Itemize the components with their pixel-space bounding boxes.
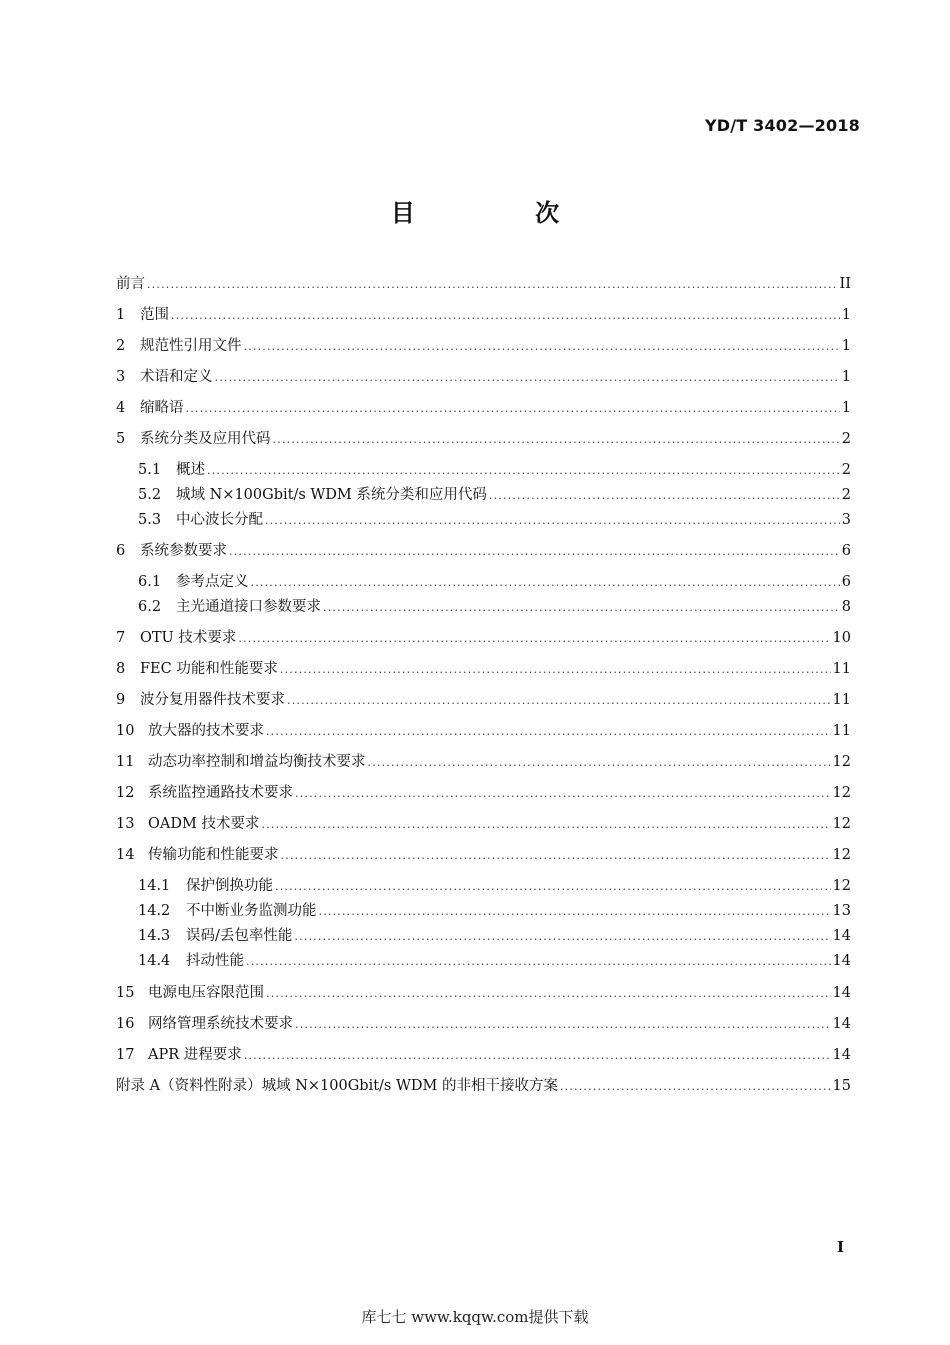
toc-entry-title: 系统参数要求 — [140, 543, 227, 559]
toc-entry-title: 系统监控通路技术要求 — [148, 785, 293, 801]
dot-leader — [280, 660, 831, 680]
toc-entry-title: 传输功能和性能要求 — [148, 847, 279, 863]
dot-leader — [489, 486, 840, 506]
toc-entry-8[interactable] — [116, 658, 851, 680]
toc-entry-title: FEC 功能和性能要求 — [140, 661, 278, 677]
toc-entry-9[interactable] — [116, 689, 851, 711]
toc-entry-16[interactable] — [116, 1013, 851, 1035]
toc-entry-5-1[interactable] — [138, 459, 851, 481]
dot-leader — [287, 691, 831, 711]
toc-entry-title: 动态功率控制和增益均衡技术要求 — [148, 754, 366, 770]
toc-entry-number: 13 — [116, 816, 135, 832]
toc-entry-3[interactable] — [116, 366, 851, 388]
toc-entry-appendix-a[interactable] — [116, 1075, 851, 1097]
toc-entry-number: 2 — [116, 338, 126, 354]
toc-entry-number: 8 — [116, 661, 126, 677]
toc-entry-14-1[interactable] — [138, 875, 851, 897]
toc-entry-number: 10 — [116, 723, 135, 739]
dot-leader — [323, 598, 840, 618]
toc-entry-foreword[interactable] — [116, 273, 851, 295]
toc-entry-14-2[interactable] — [138, 900, 851, 922]
toc-entry-page: 14 — [832, 928, 851, 944]
dot-leader — [244, 1046, 831, 1066]
dot-leader — [261, 815, 830, 835]
dot-leader — [171, 306, 840, 326]
toc-entry-page: II — [839, 276, 851, 292]
toc-entry-number: 5.3 — [138, 512, 162, 528]
toc-entry-title: OADM 技术要求 — [148, 816, 260, 832]
footer-watermark-text: 库七七 www.kqqw.com提供下载 — [361, 1308, 589, 1326]
dot-leader — [281, 846, 831, 866]
toc-entry-page: 14 — [832, 1047, 851, 1063]
toc-entry-page: 11 — [832, 661, 851, 677]
toc-entry-number: 14.3 — [138, 928, 171, 944]
toc-entry-title: 放大器的技术要求 — [148, 723, 264, 739]
toc-entry-title: 参考点定义 — [176, 574, 249, 590]
toc-entry-number: 3 — [116, 369, 126, 385]
toc-entry-number: 12 — [116, 785, 135, 801]
toc-entry-number: 14.2 — [138, 903, 171, 919]
dot-leader — [229, 542, 840, 562]
toc-entry-page: 1 — [841, 338, 851, 354]
dot-leader — [207, 461, 840, 481]
toc-entry-6[interactable] — [116, 540, 851, 562]
dot-leader — [368, 753, 831, 773]
toc-entry-number: 1 — [116, 307, 126, 323]
dot-leader — [147, 275, 838, 295]
dot-leader — [238, 629, 830, 649]
toc-entry-10[interactable] — [116, 720, 851, 742]
toc-entry-2[interactable] — [116, 335, 851, 357]
dot-leader — [319, 902, 831, 922]
dot-leader — [215, 368, 840, 388]
toc-entry-number: 14.4 — [138, 953, 171, 969]
toc-entry-13[interactable] — [116, 813, 851, 835]
toc-entry-page: 12 — [832, 754, 851, 770]
toc-entry-number: 4 — [116, 400, 126, 416]
toc-entry-page: 12 — [832, 878, 851, 894]
toc-entry-number: 6.2 — [138, 599, 162, 615]
toc-entry-page: 12 — [832, 816, 851, 832]
toc-entry-title: 规范性引用文件 — [140, 338, 242, 354]
toc-entry-6-2[interactable] — [138, 596, 851, 618]
toc-entry-page: 1 — [841, 307, 851, 323]
toc-entry-title: OTU 技术要求 — [140, 630, 237, 646]
toc-entry-number: 5.1 — [138, 462, 162, 478]
toc-entry-11[interactable] — [116, 751, 851, 773]
toc-entry-number: 17 — [116, 1047, 135, 1063]
page-number: I — [836, 1238, 844, 1256]
toc-entry-title: 中心波长分配 — [176, 512, 263, 528]
toc-entry-page: 2 — [841, 431, 851, 447]
toc-entry-17[interactable] — [116, 1044, 851, 1066]
toc-entry-page: 12 — [832, 785, 851, 801]
toc-entry-title: 抖动性能 — [186, 953, 244, 969]
toc-entry-title: APR 进程要求 — [148, 1047, 242, 1063]
toc-entry-page: 2 — [841, 487, 851, 503]
toc-entry-12[interactable] — [116, 782, 851, 804]
toc-entry-page: 11 — [832, 692, 851, 708]
toc-entry-title: 主光通道接口参数要求 — [176, 599, 321, 615]
toc-entry-title: 误码/丢包率性能 — [186, 928, 293, 944]
toc-entry-page: 13 — [832, 903, 851, 919]
toc-title: 目 次 — [390, 199, 616, 227]
toc-entry-page: 11 — [832, 723, 851, 739]
toc-entry-title: 保护倒换功能 — [186, 878, 273, 894]
dot-leader — [244, 337, 840, 357]
toc-entry-page: 15 — [832, 1078, 851, 1094]
toc-entry-14[interactable] — [116, 844, 851, 866]
toc-entry-page: 6 — [841, 543, 851, 559]
toc-entry-page: 8 — [841, 599, 851, 615]
toc-entry-page: 6 — [841, 574, 851, 590]
toc-entry-page: 3 — [841, 512, 851, 528]
document-code: YD/T 3402—2018 — [704, 116, 860, 135]
toc-entry-number: 15 — [116, 985, 135, 1001]
toc-entry-title: 概述 — [176, 462, 205, 478]
toc-entry-page: 10 — [832, 630, 851, 646]
toc-entry-14-4[interactable] — [138, 950, 851, 972]
toc-entry-title: 范围 — [140, 307, 169, 323]
toc-entry-5-3[interactable] — [138, 509, 851, 531]
toc-entry-title: 系统分类及应用代码 — [140, 431, 271, 447]
toc-entry-page: 2 — [841, 462, 851, 478]
toc-entry-page: 12 — [832, 847, 851, 863]
dot-leader — [295, 1015, 831, 1035]
dot-leader — [266, 984, 831, 1004]
dot-leader — [275, 877, 831, 897]
dot-leader — [265, 511, 840, 531]
toc-entry-title: 网络管理系统技术要求 — [148, 1016, 293, 1032]
dot-leader — [251, 573, 840, 593]
toc-entry-5-2[interactable] — [138, 484, 851, 506]
toc-entry-page: 14 — [832, 1016, 851, 1032]
toc-entry-title: 不中断业务监测功能 — [186, 903, 317, 919]
toc-entry-number: 5 — [116, 431, 126, 447]
dot-leader — [273, 430, 840, 450]
dot-leader — [560, 1077, 831, 1097]
toc-entry-5[interactable] — [116, 428, 851, 450]
toc-entry-number: 6.1 — [138, 574, 162, 590]
toc-entry-title: 波分复用器件技术要求 — [140, 692, 285, 708]
toc-entry-number: 14.1 — [138, 878, 171, 894]
toc-entry-number: 6 — [116, 543, 126, 559]
dot-leader — [186, 399, 840, 419]
toc-entry-1[interactable] — [116, 304, 851, 326]
toc-entry-title: 缩略语 — [140, 400, 184, 416]
dot-leader — [294, 927, 830, 947]
toc-entry-6-1[interactable] — [138, 571, 851, 593]
dot-leader — [295, 784, 831, 804]
toc-entry-number: 9 — [116, 692, 126, 708]
toc-entry-title: 附录 A（资料性附录）城域 N×100Gbit/s WDM 的非相干接收方案 — [116, 1078, 558, 1094]
toc-entry-number: 16 — [116, 1016, 135, 1032]
dot-leader — [246, 952, 831, 972]
toc-entry-14-3[interactable] — [138, 925, 851, 947]
toc-entry-title: 城域 N×100Gbit/s WDM 系统分类和应用代码 — [176, 487, 487, 503]
toc-entry-title: 电源电压容限范围 — [148, 985, 264, 1001]
toc-entry-number: 5.2 — [138, 487, 162, 503]
toc-entry-4[interactable] — [116, 397, 851, 419]
toc-entry-title: 术语和定义 — [140, 369, 213, 385]
toc-entry-title: 前言 — [116, 276, 145, 292]
toc-entry-page: 14 — [832, 985, 851, 1001]
toc-entry-number: 14 — [116, 847, 135, 863]
toc-entry-page: 14 — [832, 953, 851, 969]
toc-entry-number: 11 — [116, 754, 135, 770]
toc-entry-page: 1 — [841, 400, 851, 416]
dot-leader — [266, 722, 831, 742]
toc-entry-7[interactable] — [116, 627, 851, 649]
toc-entry-number: 7 — [116, 630, 126, 646]
toc-entry-15[interactable] — [116, 982, 851, 1004]
toc-entry-page: 1 — [841, 369, 851, 385]
